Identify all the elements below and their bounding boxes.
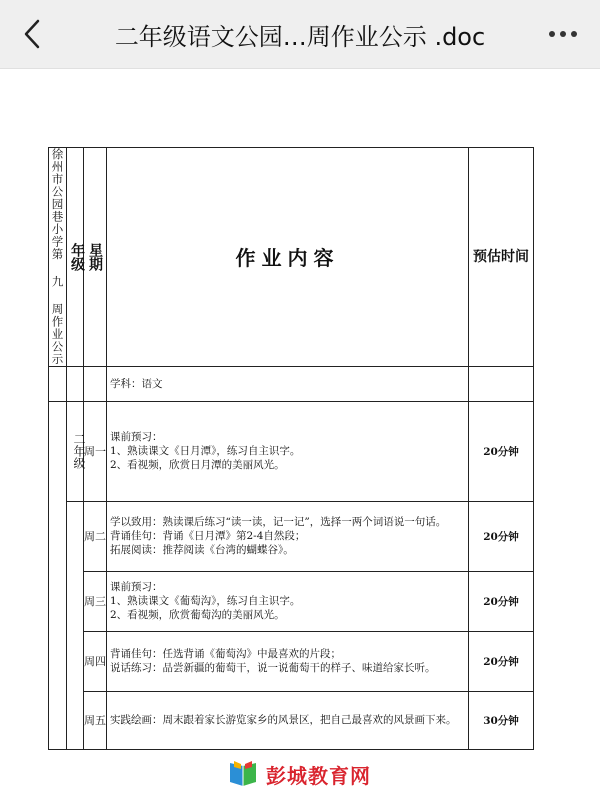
homework-content: 背诵佳句：任选背诵《葡萄沟》中最喜欢的片段； 说话练习：品尝新疆的葡萄干，说一说葡萄干的样子、味道给家长听。 [107, 631, 469, 691]
grade-cell [67, 401, 84, 501]
time-cell: 20分钟 [469, 401, 534, 501]
table-row [49, 691, 534, 749]
homework-table [48, 147, 534, 750]
site-watermark [226, 756, 371, 792]
subject-row [49, 366, 534, 401]
table-row [49, 501, 534, 571]
time-cell: 20分钟 [469, 571, 534, 631]
weekday-header: 星期 [87, 242, 103, 271]
table-row [49, 401, 534, 501]
content-header: 作业内容 [107, 148, 469, 367]
back-button[interactable] [14, 16, 50, 52]
table-header-row [49, 148, 534, 367]
homework-content: 学以致用：熟读课后练习“读一读，记一记”，选择一两个词语说一句话。 背诵佳句：背诵《日月潭》第2-4自然段； 拓展阅读：推荐阅读《台湾的蝴蝶谷》。 [107, 501, 469, 571]
chevron-left-icon [23, 19, 41, 49]
day-cell: 周五 [84, 691, 107, 749]
table-row [49, 571, 534, 631]
day-cell: 周三 [84, 571, 107, 631]
day-cell: 周二 [84, 501, 107, 571]
time-cell: 30分钟 [469, 691, 534, 749]
more-dots-icon [549, 31, 555, 37]
table-row [49, 631, 534, 691]
day-cell: 周四 [84, 631, 107, 691]
time-cell: 20分钟 [469, 501, 534, 571]
top-bar [0, 0, 600, 69]
subject-label: 学科：语文 [107, 366, 469, 401]
document-title: 二年级语文公园…周作业公示 .doc [114, 22, 486, 51]
more-button[interactable] [540, 16, 586, 52]
school-title-cell [49, 148, 67, 367]
day-cell: 周一 [84, 401, 107, 501]
weekday-header-cell [84, 148, 107, 367]
grade-header: 年级 [69, 242, 85, 271]
grade-label: 二年级 [72, 433, 86, 469]
time-header: 预估时间 [469, 148, 534, 367]
book-logo-icon [226, 759, 260, 789]
school-title: 徐州市公园巷小学第 九 周作业公示 [50, 148, 65, 366]
homework-content: 实践绘画：周末跟着家长游览家乡的风景区，把自己最喜欢的风景画下来。 [107, 691, 469, 749]
time-cell: 20分钟 [469, 631, 534, 691]
grade-header-cell [67, 148, 84, 367]
watermark-text: 彭城教育网 [266, 763, 371, 788]
homework-content: 课前预习： 1、熟读课文《葡萄沟》，练习自主识字。 2、看视频，欣赏葡萄沟的美丽风光。 [107, 571, 469, 631]
homework-content: 课前预习： 1、熟读课文《日月潭》，练习自主识字。 2、看视频，欣赏日月潭的美丽风光。 [107, 401, 469, 501]
document-page [48, 147, 534, 750]
